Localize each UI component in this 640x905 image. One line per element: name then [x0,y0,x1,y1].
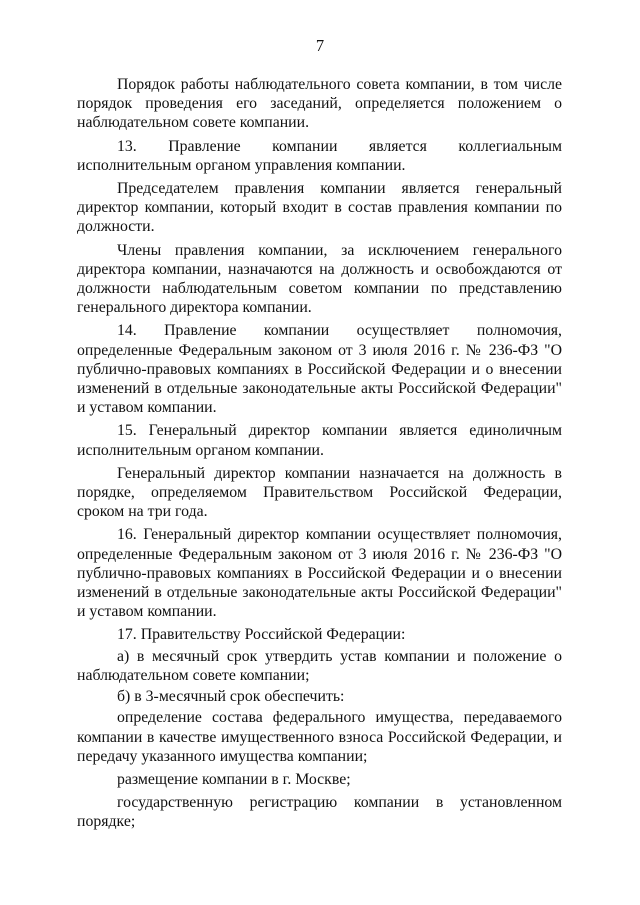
paragraph-17-government: 17. Правительству Российской Федерации: [117,626,406,644]
list-item-b-three-month-term: б) в 3-месячный срок обеспечить: [117,688,345,706]
list-item-a-charter-approval: а) в месячный срок утвердить устав компании и положение о наблюдательном совете компании; [77,647,562,684]
paragraph-board-chairman: Председателем правления компании является генеральный директор компании, который входит в состав правления компании по должности. [77,180,562,236]
list-item-moscow-location: размещение компании в г. Москве; [117,770,351,788]
paragraph-board-members-appointment: Члены правления компании, за исключением генерального директора компании, назначаются на должность и освобождаются от должности наблюдательным советом компании по представлению генерального директора компании. [77,241,562,317]
page-number: 7 [315,36,325,55]
list-item-property-transfer: определение состава федерального имущества, передаваемого компании в качестве имущественного взноса Российской Федерации, и передачу указанного имущества компании; [77,709,562,765]
paragraph-13-board-collegial-body: 13. Правление компании является коллегиальным исполнительным органом управления компании. [77,137,562,174]
document-body [77,75,562,836]
paragraph-15-general-director: 15. Генеральный директор компании является единоличным исполнительным органом компании. [77,422,562,459]
paragraph-general-director-appointment: Генеральный директор компании назначается на должность в порядке, определяемом Правительством Российской Федерации, сроком на три года. [77,464,562,521]
paragraph-14-board-powers: 14. Правление компании осуществляет полномочия, определенные Федеральным законом от 3 июля 2016 г. № 236-ФЗ "О публично-правовых компаниях в Российской Федерации и о внесении изменений в отдельные законодательные акты Российской Федерации" и уставом компании. [77,322,562,417]
paragraph-supervisory-board-procedure: Порядок работы наблюдательного совета компании, в том числе порядок проведения его заседаний, определяется положением о наблюдательном совете компании. [77,76,562,132]
list-item-state-registration: государственную регистрацию компании в установленном порядке; [77,794,562,831]
paragraph-16-general-director-powers: 16. Генеральный директор компании осуществляет полномочия, определенные Федеральным законом от 3 июля 2016 г. № 236-ФЗ "О публично-правовых компаниях в Российской Федерации и о внесении изменений в отдельные законодательные акты Российской Федерации" и уставом компании. [77,526,562,621]
